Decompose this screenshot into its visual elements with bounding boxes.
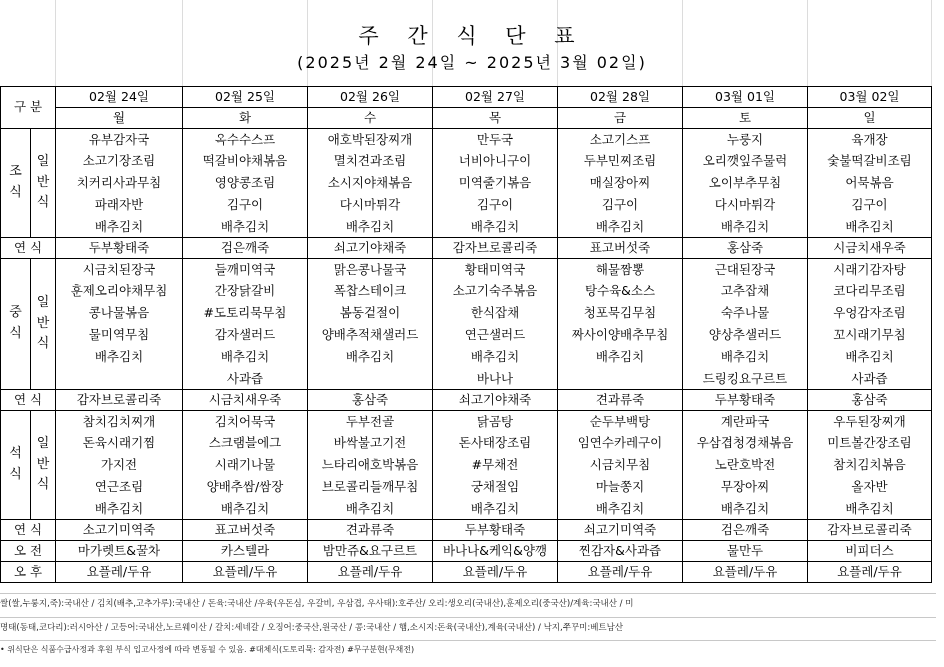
menu-item: 마늘쫑지 — [558, 477, 683, 499]
pm-snack: 요플레/두유 — [183, 562, 308, 583]
porridge: 두부황태죽 — [56, 238, 183, 259]
porridge: 두부황태죽 — [433, 520, 558, 541]
menu-item: 매실장아찌 — [558, 173, 683, 195]
menu-item: 바나나 — [433, 369, 558, 390]
porridge: 쇠고기야채죽 — [308, 238, 433, 259]
menu-item: 황태미역국 — [433, 259, 558, 281]
porridge: 홍삼죽 — [308, 390, 433, 411]
porridge: 소고기미역죽 — [56, 520, 183, 541]
porridge: 견과류죽 — [308, 520, 433, 541]
lunch_label-label — [1, 259, 31, 390]
menu-item: 소시지야채볶음 — [308, 173, 433, 195]
menu-item: 우삼겹청경채볶음 — [683, 433, 808, 455]
menu-item: 배추김치 — [183, 499, 308, 520]
gubun-header: 구 분 — [1, 87, 56, 129]
day-header: 수 — [308, 108, 433, 129]
menu-item: 유부감자국 — [56, 129, 183, 151]
pm-snack: 요플레/두유 — [808, 562, 932, 583]
menu-item: 해물짬뽕 — [558, 259, 683, 281]
menu-item: 파래자반 — [56, 195, 183, 217]
menu-item: 사과즙 — [808, 369, 932, 390]
menu-item: 배추김치 — [683, 347, 808, 369]
day-header: 토 — [683, 108, 808, 129]
menu-item: 배추김치 — [56, 217, 183, 238]
menu-item: 배추김치 — [683, 499, 808, 520]
porridge: 시금치새우죽 — [183, 390, 308, 411]
menu-item: #무채전 — [433, 455, 558, 477]
menu-item: 배추김치 — [808, 347, 932, 369]
porridge: 표고버섯죽 — [558, 238, 683, 259]
menu-item: 치커리사과무침 — [56, 173, 183, 195]
vertical-label: 일 반 식 — [36, 153, 50, 211]
porridge: 표고버섯죽 — [183, 520, 308, 541]
menu-item: 참치김치볶음 — [808, 455, 932, 477]
menu-item: 시래기감자탕 — [808, 259, 932, 281]
menu-item: 시금치된장국 — [56, 259, 183, 281]
porridge: 검은깨죽 — [183, 238, 308, 259]
menu-item: 봄동겉절이 — [308, 303, 433, 325]
page-title: 주 간 식 단 표 — [358, 24, 586, 48]
menu-item: 양배추쌈/쌈장 — [183, 477, 308, 499]
menu-item: 배추김치 — [808, 499, 932, 520]
porridge: 견과류죽 — [558, 390, 683, 411]
menu-item: 만두국 — [433, 129, 558, 151]
menu-item: 바싹불고기전 — [308, 433, 433, 455]
am-snack: 비피더스 — [808, 541, 932, 562]
menu-item: 오리깻잎주물럭 — [683, 151, 808, 173]
menu-item: 탕수육&소스 — [558, 281, 683, 303]
menu-item: 순두부백탕 — [558, 411, 683, 433]
menu-item: 육개장 — [808, 129, 932, 151]
menu-item: 무장아찌 — [683, 477, 808, 499]
vertical-label: 일 반 식 — [36, 294, 50, 352]
vertical-label: 조 식 — [9, 164, 22, 200]
menu-item: 숯불떡갈비조림 — [808, 151, 932, 173]
porridge: 두부황태죽 — [683, 390, 808, 411]
menu-item: 배추김치 — [433, 217, 558, 238]
menu-item: 한식잡채 — [433, 303, 558, 325]
date-header: 03월 02일 — [808, 87, 932, 108]
menu-item: 연근샐러드 — [433, 325, 558, 347]
menu-item: 배추김치 — [308, 499, 433, 520]
pm-snack: 요플레/두유 — [683, 562, 808, 583]
general-label — [31, 411, 56, 520]
menu-item: 고추잡채 — [683, 281, 808, 303]
porridge-label: 연 식 — [1, 520, 56, 541]
date-header: 02월 24일 — [56, 87, 183, 108]
menu-item: 김구이 — [433, 195, 558, 217]
menu-item: 양배추적채샐러드 — [308, 325, 433, 347]
menu-item: 김구이 — [558, 195, 683, 217]
footnote: • 위식단은 식품수급사정과 후원 부식 입고사정에 따라 변동될 수 있음. #대체식(도토리묵: 감자전) #무구분현(무채전) — [0, 645, 415, 654]
menu-item: 가지전 — [56, 455, 183, 477]
pm-snack: 요플레/두유 — [56, 562, 183, 583]
menu-item: 김구이 — [183, 195, 308, 217]
menu-item — [308, 369, 433, 390]
porridge: 쇠고기미역죽 — [558, 520, 683, 541]
porridge: 시금치새우죽 — [808, 238, 932, 259]
date-header: 02월 25일 — [183, 87, 308, 108]
menu-item: 김구이 — [808, 195, 932, 217]
menu-item: 멸치견과조림 — [308, 151, 433, 173]
menu-item: 간장닭갈비 — [183, 281, 308, 303]
porridge: 감자브로콜리죽 — [808, 520, 932, 541]
menu-item: 시금치무침 — [558, 455, 683, 477]
menu-item: 너비아니구이 — [433, 151, 558, 173]
menu-item: 훈제오리야채무침 — [56, 281, 183, 303]
porridge: 홍삼죽 — [683, 238, 808, 259]
menu-item: 배추김치 — [183, 217, 308, 238]
menu-item: #도토리묵무침 — [183, 303, 308, 325]
date-header: 02월 27일 — [433, 87, 558, 108]
vertical-label: 중 식 — [9, 305, 22, 341]
menu-item: 애호박된장찌개 — [308, 129, 433, 151]
menu-item: 미역줄기볶음 — [433, 173, 558, 195]
breakfast_label-label — [1, 129, 31, 238]
menu-item: 올자반 — [808, 477, 932, 499]
menu-item: 돈육시래기찜 — [56, 433, 183, 455]
general-label — [31, 259, 56, 390]
menu-item: 배추김치 — [433, 347, 558, 369]
menu-item: 계란파국 — [683, 411, 808, 433]
menu-item: 임연수카레구이 — [558, 433, 683, 455]
am-snack: 밤만쥬&요구르트 — [308, 541, 433, 562]
menu-item: 배추김치 — [56, 499, 183, 520]
menu-item: 배추김치 — [808, 217, 932, 238]
pm-snack-label: 오 후 — [1, 562, 56, 583]
day-header: 화 — [183, 108, 308, 129]
date-header: 02월 26일 — [308, 87, 433, 108]
am-snack: 바나나&케익&양깽 — [433, 541, 558, 562]
menu-table — [0, 86, 932, 583]
menu-item: 배추김치 — [558, 499, 683, 520]
dinner_label-label — [1, 411, 31, 520]
menu-item: 배추김치 — [183, 347, 308, 369]
porridge: 홍삼죽 — [808, 390, 932, 411]
menu-item: 다시마튀각 — [308, 195, 433, 217]
menu-item: 영양콩조림 — [183, 173, 308, 195]
menu-item: 브로콜리들깨무침 — [308, 477, 433, 499]
menu-item: 배추김치 — [308, 347, 433, 369]
menu-item: 옥수수스프 — [183, 129, 308, 151]
pm-snack: 요플레/두유 — [558, 562, 683, 583]
menu-item: 소고기장조림 — [56, 151, 183, 173]
menu-item: 돈사태장조림 — [433, 433, 558, 455]
menu-item: 코다리무조림 — [808, 281, 932, 303]
menu-item: 오이부추무침 — [683, 173, 808, 195]
porridge-label: 연 식 — [1, 238, 56, 259]
menu-item: 떡갈비야채볶음 — [183, 151, 308, 173]
menu-item: 두부전골 — [308, 411, 433, 433]
menu-item: 두부민찌조림 — [558, 151, 683, 173]
general-label — [31, 129, 56, 238]
menu-item: 누룽지 — [683, 129, 808, 151]
am-snack-label: 오 전 — [1, 541, 56, 562]
menu-item: 사과즙 — [183, 369, 308, 390]
origin-note-2: 명태(동태,코다리):러시아산 / 고등어:국내산,노르웨이산 / 갈치:세네갈 / 오징어:중국산,원국산 / 콩:국내산 / 햄,소시지:돈육(국내산),계육(국내산) / 낙지,쭈꾸미:베트남산 — [0, 623, 624, 633]
menu-item: 어묵볶음 — [808, 173, 932, 195]
day-header: 월 — [56, 108, 183, 129]
menu-item: 감자샐러드 — [183, 325, 308, 347]
vertical-label: 석 식 — [9, 446, 22, 482]
menu-item: 짜사이양배추무침 — [558, 325, 683, 347]
day-header: 목 — [433, 108, 558, 129]
menu-item: 양상추샐러드 — [683, 325, 808, 347]
menu-item: 궁채절임 — [433, 477, 558, 499]
menu-item: 꼬시래기무침 — [808, 325, 932, 347]
menu-item: 다시마튀각 — [683, 195, 808, 217]
menu-item: 김치어묵국 — [183, 411, 308, 433]
menu-item — [558, 369, 683, 390]
porridge-label: 연 식 — [1, 390, 56, 411]
menu-item: 배추김치 — [558, 347, 683, 369]
menu-item: 배추김치 — [433, 499, 558, 520]
pm-snack: 요플레/두유 — [308, 562, 433, 583]
menu-item: 연근조림 — [56, 477, 183, 499]
porridge: 검은깨죽 — [683, 520, 808, 541]
menu-item: 배추김치 — [558, 217, 683, 238]
porridge: 쇠고기야채죽 — [433, 390, 558, 411]
menu-item: 미트볼간장조림 — [808, 433, 932, 455]
date-header: 03월 01일 — [683, 87, 808, 108]
date-header: 02월 28일 — [558, 87, 683, 108]
menu-item: 스크램블에그 — [183, 433, 308, 455]
menu-item: 드링킹요구르트 — [683, 369, 808, 390]
origin-note-1: 쌀(쌀,누룽지,죽):국내산 / 김치(배추,고추가루):국내산 / 돈육:국내산 /우육(우돈심, 우갈비, 우삼겹, 우사태):호주산/ 오리:생오리(국내산),훈제오리(중국산)/계육:국내산 / 미 — [0, 599, 634, 609]
am-snack: 카스텔라 — [183, 541, 308, 562]
day-header: 일 — [808, 108, 932, 129]
menu-item — [56, 369, 183, 390]
pm-snack: 요플레/두유 — [433, 562, 558, 583]
am-snack: 물만두 — [683, 541, 808, 562]
menu-item: 배추김치 — [56, 347, 183, 369]
menu-item: 우두된장찌개 — [808, 411, 932, 433]
menu-item: 배추김치 — [683, 217, 808, 238]
am-snack: 찐감자&사과즙 — [558, 541, 683, 562]
menu-item: 청포묵김무침 — [558, 303, 683, 325]
menu-item: 소고기스프 — [558, 129, 683, 151]
vertical-label: 일 반 식 — [36, 435, 50, 493]
menu-item: 근대된장국 — [683, 259, 808, 281]
porridge: 감자브로콜리죽 — [433, 238, 558, 259]
menu-item: 우엉감자조림 — [808, 303, 932, 325]
menu-item: 시래기나물 — [183, 455, 308, 477]
menu-item: 느타리애호박볶음 — [308, 455, 433, 477]
menu-item: 콩나물볶음 — [56, 303, 183, 325]
menu-item: 폭찹스테이크 — [308, 281, 433, 303]
menu-item: 참치김치찌개 — [56, 411, 183, 433]
day-header: 금 — [558, 108, 683, 129]
menu-item: 노란호박전 — [683, 455, 808, 477]
menu-item: 물미역무침 — [56, 325, 183, 347]
menu-item: 숙주나물 — [683, 303, 808, 325]
date-range: (2025년 2월 24일 ~ 2025년 3월 02일) — [297, 53, 647, 72]
menu-item: 맑은콩나물국 — [308, 259, 433, 281]
am-snack: 마가렛트&꿀차 — [56, 541, 183, 562]
menu-item: 닭곰탕 — [433, 411, 558, 433]
porridge: 감자브로콜리죽 — [56, 390, 183, 411]
menu-item: 배추김치 — [308, 217, 433, 238]
menu-item: 들깨미역국 — [183, 259, 308, 281]
menu-item: 소고기숙주볶음 — [433, 281, 558, 303]
